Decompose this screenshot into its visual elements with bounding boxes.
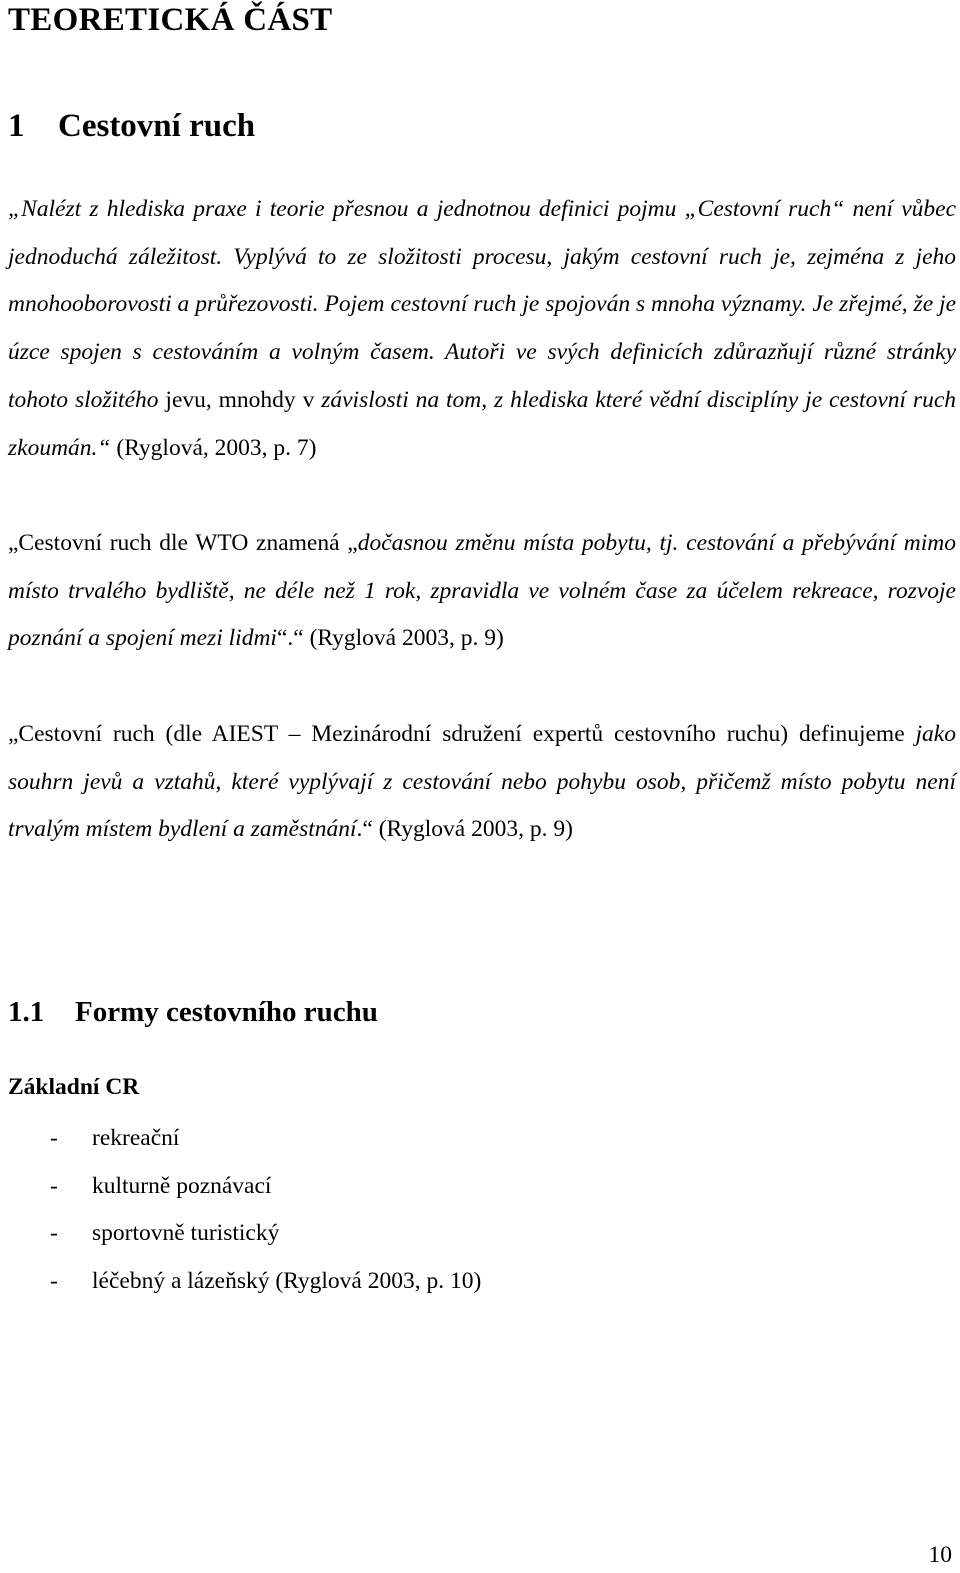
citation: .“ (Ryglová 2003, p. 9) bbox=[356, 816, 573, 843]
quote-text-continued: závislosti na tom, z hlediska které vědní disciplíny je cestovní ruch zkoumán.“ bbox=[8, 386, 957, 461]
list-dash: - bbox=[50, 1220, 58, 1247]
list-item bbox=[8, 1115, 481, 1163]
list-dash: - bbox=[50, 1268, 58, 1295]
list-item bbox=[8, 1258, 481, 1306]
subheading: Základní CR bbox=[8, 1074, 140, 1100]
list-item bbox=[8, 1163, 481, 1211]
list-dash: - bbox=[50, 1172, 58, 1199]
section-heading bbox=[8, 996, 378, 1029]
section-title: Formy cestovního ruchu bbox=[75, 996, 378, 1028]
paragraph-definition-ryglova bbox=[8, 186, 956, 472]
list-item bbox=[8, 1210, 481, 1258]
list-item-text: sportovně turistický bbox=[92, 1220, 280, 1247]
chapter-heading bbox=[8, 108, 255, 145]
part-title: TEORETICKÁ ČÁST bbox=[8, 2, 333, 38]
forms-list bbox=[8, 1115, 481, 1306]
citation: “.“ (Ryglová 2003, p. 9) bbox=[276, 625, 504, 652]
paragraph-lead: „Cestovní ruch (dle AIEST – Mezinárodní sdružení expertů cestovního ruchu) definujeme bbox=[8, 721, 916, 747]
quote-text: jako souhrn jevů a vztahů, které vyplývají z cestování nebo pohybu osob, přičemž místo pobytu není trvalým místem bydlení a zaměstnání bbox=[8, 721, 956, 843]
paragraph-definition-aiest bbox=[8, 711, 956, 854]
list-item-text: rekreační bbox=[92, 1125, 180, 1151]
quote-text: „Nalézt z hlediska praxe i teorie přesnou a jednotnou definici pojmu „Cestovní ruch“ není vůbec jednoduchá záležitost. Vyplývá to ze složitosti procesu, jakým cestovní ruch je, zejména z jeho mnohooborovosti a průřezovosti. Pojem cestovní ruch je spojován s mnoha významy. Je zřejmé, že je úzce spojen s cestováním a volným časem. Autoři ve svých definicích zdůrazňují různé stránky tohoto složitého bbox=[8, 196, 956, 413]
citation: (Ryglová, 2003, p. 7) bbox=[110, 434, 317, 461]
paragraph-definition-wto bbox=[8, 520, 956, 663]
section-number: 1.1 bbox=[8, 996, 45, 1028]
page-number: 10 bbox=[928, 1542, 952, 1568]
chapter-title: Cestovní ruch bbox=[58, 108, 256, 144]
chapter-number: 1 bbox=[8, 108, 25, 144]
list-item-text: kulturně poznávací bbox=[92, 1172, 272, 1199]
list-item-text: léčebný a lázeňský (Ryglová 2003, p. 10) bbox=[92, 1268, 482, 1295]
list-dash: - bbox=[50, 1125, 58, 1151]
paragraph-lead: „Cestovní ruch dle WTO znamená „ bbox=[8, 530, 358, 556]
quote-text: dočasnou změnu místa pobytu, tj. cestování a přebývání mimo místo trvalého bydliště, ne déle než 1 rok, zpravidla ve volném čase za účelem rekreace, rozvoje poznání a spojení mezi lidmi bbox=[8, 530, 957, 652]
paragraph-plain-text: jevu, mnohdy v bbox=[165, 386, 322, 413]
